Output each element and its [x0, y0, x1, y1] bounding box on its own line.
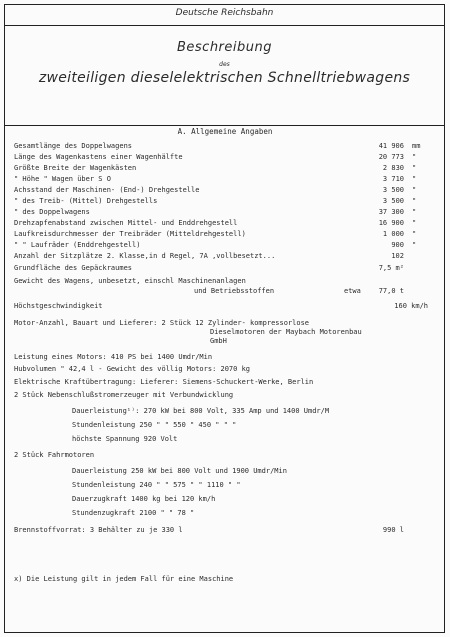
motor-line: Stundenzugkraft 2100 " " 78 ": [72, 509, 195, 517]
motor-line: Dauerleistung 250 kW bei 800 Volt und 1900 Umdr/Min: [72, 467, 287, 475]
spec-row: Anzahl der Sitzplätze 2. Klasse,in d Regel, 7A ,vollbesetzt... 102: [14, 252, 404, 260]
header-row: [4, 4, 445, 26]
title-connector: des: [219, 61, 230, 68]
weight-row: Gewicht des Wagens, unbesetzt, einschl Maschinenanlagen: [14, 277, 246, 285]
speed-row: Höchstgeschwindigkeit 160 km/h: [14, 302, 428, 310]
spec-row: Achsstand der Maschinen- (End-) Drehgestelle 3 500 ": [14, 186, 417, 194]
spec-row: Drehzapfenabstand zwischen Mittel- und Enddrehgestell 16 900 ": [14, 219, 417, 227]
spec-row: Laufkreisdurchmesser der Treibräder (Mitteldrehgestell) 1 000 ": [14, 230, 417, 238]
engine-line: GmbH: [210, 337, 227, 345]
engine-line: Dieselmotoren der Maybach Motorenbau: [210, 328, 362, 336]
motor-line: Stundenleistung 240 " " 575 " " 1110 " ": [72, 481, 241, 489]
footnote: x) Die Leistung gilt in jedem Fall für eine Maschine: [14, 575, 234, 583]
text-line: Hubvolumen " 42,4 l - Gewicht des völlig Motors: 2070 kg: [14, 365, 251, 373]
fuel-row: Brennstoffvorrat: 3 Behälter zu je 330 l 990 l: [14, 526, 404, 534]
generator-line: höchste Spannung 920 Volt: [72, 435, 178, 443]
text-line: 2 Stück Nebenschlußstromerzeuger mit Verbundwicklung: [14, 391, 234, 399]
title-box: [4, 26, 445, 126]
generator-line: Dauerleistung¹⁾: 270 kW bei 800 Volt, 335 Amp und 1400 Umdr/M: [72, 407, 330, 415]
spec-row: Länge des Wagenkastens einer Wagenhälfte 20 773 ": [14, 153, 417, 161]
spec-row: Grundfläche des Gepäckraumes 7,5 m²: [14, 264, 404, 272]
organization-name: Deutsche Reichsbahn: [175, 8, 274, 18]
engine-line: Motor-Anzahl, Bauart und Lieferer: 2 Stück 12 Zylinder- kompressorlose: [14, 319, 310, 327]
spec-row: " des Treib- (Mittel) Drehgestells 3 500 ": [14, 197, 417, 205]
document-title: Beschreibung: [176, 40, 272, 55]
spec-row: " des Doppelwagens 37 300 ": [14, 208, 417, 216]
spec-row: " " Laufräder (Enddrehgestell) 900 ": [14, 241, 417, 249]
generator-line: Stundenleistung 250 " " 550 " 450 " " ": [72, 421, 237, 429]
spec-row: Gesamtlänge des Doppelwagens 41 906 mm: [14, 142, 421, 150]
weight-row-2: und Betriebsstoffen etwa 77,0 t: [194, 287, 404, 295]
text-line: Elektrische Kraftübertragung: Lieferer: Siemens-Schuckert-Werke, Berlin: [14, 378, 314, 386]
text-line: Leistung eines Motors: 410 PS bei 1400 Umdr/Min: [14, 353, 213, 361]
spec-row: " Höhe " Wagen über S O 3 710 ": [14, 175, 417, 183]
document-subtitle: zweiteiligen dieselelektrischen Schnelltriebwagens: [38, 70, 411, 86]
section-heading: A. Allgemeine Angaben: [177, 127, 273, 136]
spec-row: Größte Breite der Wagenkästen 2 830 ": [14, 164, 417, 172]
motor-line: Dauerzugkraft 1400 kg bei 120 km/h: [72, 495, 216, 503]
motors-heading: 2 Stück Fahrmotoren: [14, 451, 95, 459]
